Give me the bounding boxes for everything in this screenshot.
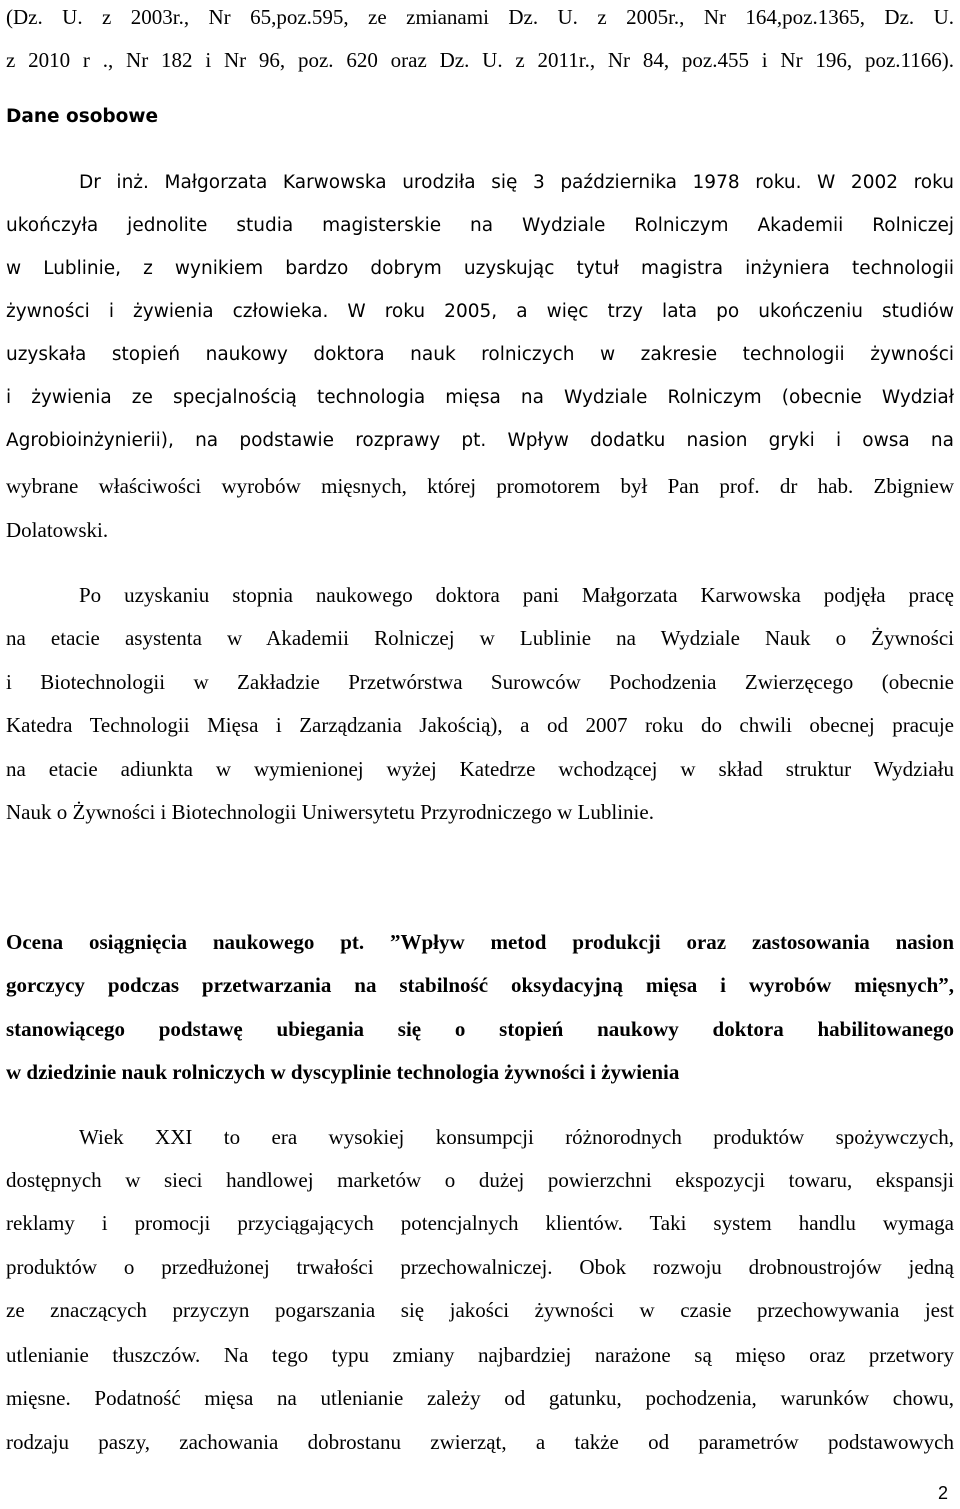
assessment-paragraph-line-2: dostępnych w sieci handlowej marketów o dużej powierzchni ekspozycji towaru, ekspansji <box>6 1168 954 1192</box>
assessment-paragraph-line-4: produktów o przedłużonej trwałości przechowalniczej. Obok rozwoju drobnoustrojów jedną <box>6 1255 954 1279</box>
paragraph-2-line-5: na etacie adiunkta w wymienionej wyżej Katedrze wchodzącej w skład struktur Wydziału <box>6 757 954 781</box>
page-number: 2 <box>937 1483 948 1503</box>
paragraph-2-line-1: Po uzyskaniu stopnia naukowego doktora pani Małgorzata Karwowska podjęła pracę <box>79 583 954 607</box>
paragraph-1-line-5: uzyskała stopień naukowy doktora nauk rolniczych w zakresie technologii żywności <box>6 344 954 365</box>
assessment-paragraph-line-8: rodzaju paszy, zachowania dobrostanu zwierząt, a także od parametrów podstawowych <box>6 1430 954 1454</box>
paragraph-1-line-6: i żywienia ze specjalnością technologia mięsa na Wydziale Rolniczym (obecnie Wydział <box>6 387 954 408</box>
paragraph-1-line-9: Dolatowski. <box>6 518 109 542</box>
paragraph-1-line-3: w Lublinie, z wynikiem bardzo dobrym uzyskując tytuł magistra inżyniera technologii <box>6 258 954 279</box>
section-heading-personal-data: Dane osobowe <box>6 106 159 127</box>
paragraph-1-line-1: Dr inż. Małgorzata Karwowska urodziła się 3 października 1978 roku. W 2002 roku <box>79 172 954 193</box>
paragraph-1-line-7: Agrobioinżynierii), na podstawie rozprawy pt. Wpływ dodatku nasion gryki i owsa na <box>6 430 954 451</box>
assessment-paragraph-line-3: reklamy i promocji przyciągających potencjalnych klientów. Taki system handlu wymaga <box>6 1211 954 1235</box>
assessment-heading-line-3: stanowiącego podstawę ubiegania się o stopień naukowy doktora habilitowanego <box>6 1017 954 1041</box>
assessment-heading-line-4: w dziedzinie nauk rolniczych w dyscyplinie technologia żywności i żywienia <box>6 1060 680 1084</box>
paragraph-2-line-2: na etacie asystenta w Akademii Rolniczej w Lublinie na Wydziale Nauk o Żywności <box>6 626 954 650</box>
paragraph-2-line-6: Nauk o Żywności i Biotechnologii Uniwersytetu Przyrodniczego w Lublinie. <box>6 800 654 824</box>
assessment-paragraph-line-6: utlenianie tłuszczów. Na tego typu zmiany najbardziej narażone są mięso oraz przetwory <box>6 1343 954 1367</box>
assessment-heading-line-2: gorczycy podczas przetwarzania na stabilność oksydacyjną mięsa i wyrobów mięsnych”, <box>6 973 954 997</box>
paragraph-1-line-8: wybrane właściwości wyrobów mięsnych, której promotorem był Pan prof. dr hab. Zbigniew <box>6 474 954 498</box>
paragraph-1-line-4: żywności i żywienia człowieka. W roku 2005, a więc trzy lata po ukończeniu studiów <box>6 301 954 322</box>
paragraph-2-line-3: i Biotechnologii w Zakładzie Przetwórstwa Surowców Pochodzenia Zwierzęcego (obecnie <box>6 670 954 694</box>
assessment-paragraph-line-5: ze znaczących przyczyn pogarszania się jakości żywności w czasie przechowywania jest <box>6 1298 954 1322</box>
assessment-paragraph-line-1: Wiek XXI to era wysokiej konsumpcji różnorodnych produktów spożywczych, <box>79 1125 954 1149</box>
assessment-paragraph-line-7: mięsne. Podatność mięsa na utlenianie zależy od gatunku, pochodzenia, warunków chowu, <box>6 1386 954 1410</box>
paragraph-2-line-4: Katedra Technologii Mięsa i Zarządzania Jakością), a od 2007 roku do chwili obecnej pracuje <box>6 713 954 737</box>
citation-line-2: z 2010 r ., Nr 182 i Nr 96, poz. 620 oraz Dz. U. z 2011r., Nr 84, poz.455 i Nr 196, poz.1166). <box>6 48 954 72</box>
assessment-heading-line-1: Ocena osiągnięcia naukowego pt. ”Wpływ metod produkcji oraz zastosowania nasion <box>6 930 954 954</box>
paragraph-1-line-2: ukończyła jednolite studia magisterskie na Wydziale Rolniczym Akademii Rolniczej <box>6 215 954 236</box>
citation-line-1: (Dz. U. z 2003r., Nr 65,poz.595, ze zmianami Dz. U. z 2005r., Nr 164,poz.1365, Dz. U. <box>6 5 954 29</box>
